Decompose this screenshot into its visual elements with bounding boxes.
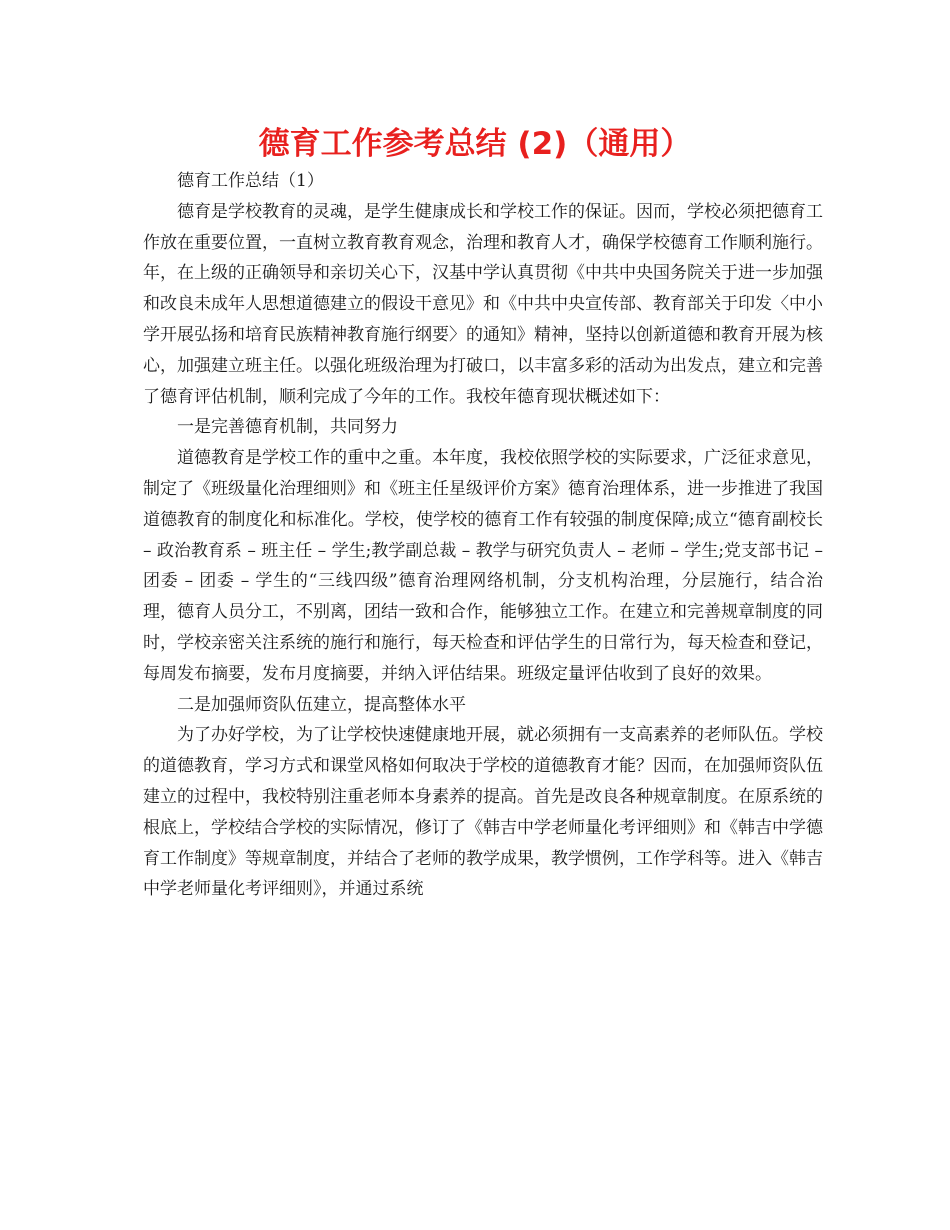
paragraph-subtitle: 德育工作总结（1） <box>177 171 324 191</box>
document-body <box>143 166 823 905</box>
section-heading-1: 一是完善德育机制，共同努力 <box>177 417 398 438</box>
document-title: 德育工作参考总结 (2)（通用） <box>258 126 692 162</box>
paragraph-intro: 德育是学校教育的灵魂，是学生健康成长和学校工作的保证。因而，学校必须把德育工作放在重要位置，一直树立教育教育观念，治理和教育人才，确保学校德育工作顺利施行。 年，在上级的正确领导和亲切关心下，汉基中学认真贯彻《中共中央国务院关于进一步加强和改良未成年人思想道德建立的假设干意见》和《中共中央宣传部、教育部关于印发〈中小学开展弘扬和培育民族精神教育施行纲要〉的通知》精神，坚持以创新道德和教育开展为核心，加强建立班主任。以强化班级治理为打破口，以丰富多彩的活动为出发点，建立和完善了德育评估机制，顺利完成了今年的工作。我校年德育现状概述如下： <box>143 201 823 407</box>
section-heading-2: 二是加强师资队伍建立，提高整体水平 <box>177 694 466 715</box>
paragraph-section-2: 为了办好学校，为了让学校快速健康地开展，就必须拥有一支高素养的老师队伍。学校的道德教育，学习方式和课堂风格如何取决于学校的道德教育才能？因而，在加强师资队伍建立的过程中，我校特别注重老师本身素养的提高。首先是改良各种规章制度。在原系统的根底上，学校结合学校的实际情况，修订了《韩吉中学老师量化考评细则》和《韩吉中学德育工作制度》等规章制度，并结合了老师的教学成果，教学惯例，工作学科等。进入《韩吉中学老师量化考评细则》，并通过系统 <box>143 725 823 900</box>
paragraph-section-1: 道德教育是学校工作的重中之重。本年度，我校依照学校的实际要求，广泛征求意见，制定了《班级量化治理细则》和《班主任星级评价方案》德育治理体系，进一步推进了我国道德教育的制度化和标准化。学校，使学校的德育工作有较强的制度保障;成立“德育副校长 – 政治教育系 – 班主任 – 学生;教学副总裁 – 教学与研究负责人 – 老师 – 学生;党支部书记 – 团委 – 团委 – 学生的“三线四级”德育治理网络机制，分支机构治理，分层施行，结合治理，德育人员分工，不别离，团结一致和合作，能够独立工作。在建立和完善规章制度的同时，学校亲密关注系统的施行和施行，每天检查和评估学生的日常行为，每天检查和登记，每周发布摘要，发布月度摘要，并纳入评估结果。班级定量评估收到了良好的效果。 <box>143 448 823 684</box>
